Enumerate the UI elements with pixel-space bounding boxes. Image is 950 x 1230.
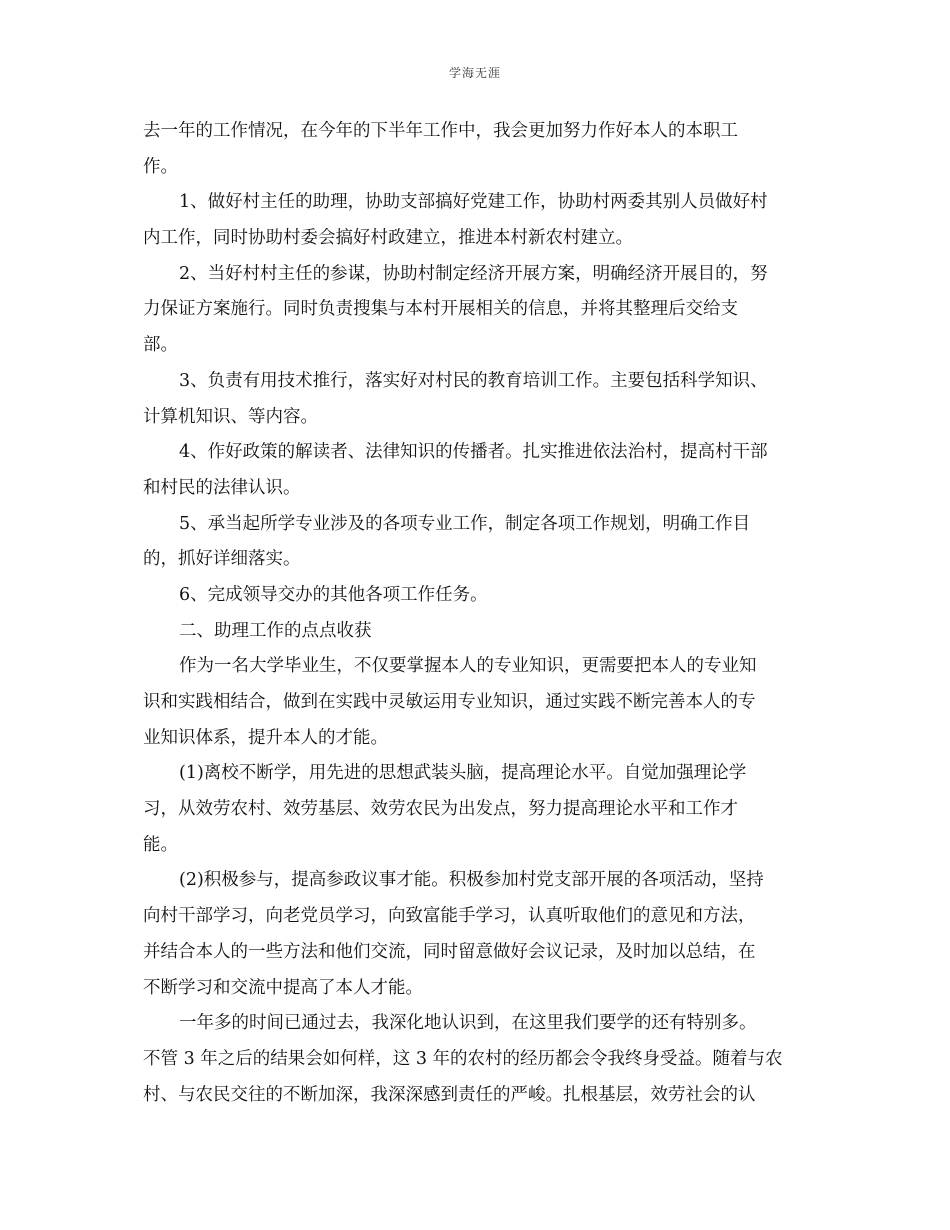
text-line: 不管 3 年之后的结果会如何样，这 3 年的农村的经历都会令我终身受益。随着与农 (143, 1048, 783, 1069)
text-line: (1)离校不断学，用先进的思想武装头脑，提高理论水平。自觉加强理论学 (179, 763, 747, 784)
text-line: 1、做好村主任的助理，协助支部搞好党建工作，协助村两委其别人员做好村 (179, 192, 768, 213)
page-header: 学海无涯 (448, 66, 501, 80)
document-body (143, 114, 808, 1113)
text-line: 内工作，同时协助村委会搞好村政建立，推进本村新农村建立。 (143, 228, 633, 249)
text-line: 一年多的时间已通过去，我深化地认识到，在这里我们要学的还有特别多。 (179, 1013, 757, 1034)
text-line: 能。 (143, 834, 178, 855)
text-line: 向村干部学习，向老党员学习，向致富能手学习，认真听取他们的意见和方法， (143, 906, 756, 927)
text-line: 二、助理工作的点点收获 (179, 620, 372, 641)
text-line: 不断学习和交流中提高了本人才能。 (143, 977, 423, 998)
text-line: 计算机知识、等内容。 (143, 406, 318, 427)
text-line: 部。 (143, 335, 178, 356)
text-line: 作为一名大学毕业生，不仅要掌握本人的专业知识，更需要把本人的专业知 (179, 656, 757, 677)
text-line: 和村民的法律认识。 (143, 477, 301, 498)
text-line: 并结合本人的一些方法和他们交流，同时留意做好会议记录，及时加以总结，在 (143, 941, 756, 962)
text-line: 3、负责有用技术推行，落实好对村民的教育培训工作。主要包括科学知识、 (179, 370, 768, 391)
text-line: 习，从效劳农村、效劳基层、效劳农民为出发点，努力提高理论水平和工作才 (143, 799, 738, 820)
text-line: 力保证方案施行。同时负责搜集与本村开展相关的信息，并将其整理后交给支 (143, 299, 738, 320)
text-line: 4、作好政策的解读者、法律知识的传播者。扎实推进依法治村，提高村干部 (179, 442, 768, 463)
text-line: 5、承当起所学专业涉及的各项专业工作，制定各项工作规划，明确工作目 (179, 513, 751, 534)
text-line: 2、当好村村主任的参谋，协助村制定经济开展方案，明确经济开展目的，努 (179, 263, 768, 284)
text-line: 的，抓好详细落实。 (143, 549, 301, 570)
text-line: 去一年的工作情况，在今年的下半年工作中，我会更加努力作好本人的本职工 (143, 121, 738, 141)
text-line: (2)积极参与，提高参政议事才能。积极参加村党支部开展的各项活动，坚持 (179, 870, 764, 891)
text-line: 识和实践相结合，做到在实践中灵敏运用专业知识，通过实践不断完善本人的专 (143, 692, 756, 712)
text-line: 业知识体系，提升本人的才能。 (143, 727, 388, 748)
text-line: 村、与农民交往的不断加深，我深深感到责任的严峻。扎根基层，效劳社会的认 (143, 1084, 756, 1105)
text-line: 作。 (143, 156, 178, 177)
text-line: 6、完成领导交办的其他各项工作任务。 (179, 584, 488, 605)
